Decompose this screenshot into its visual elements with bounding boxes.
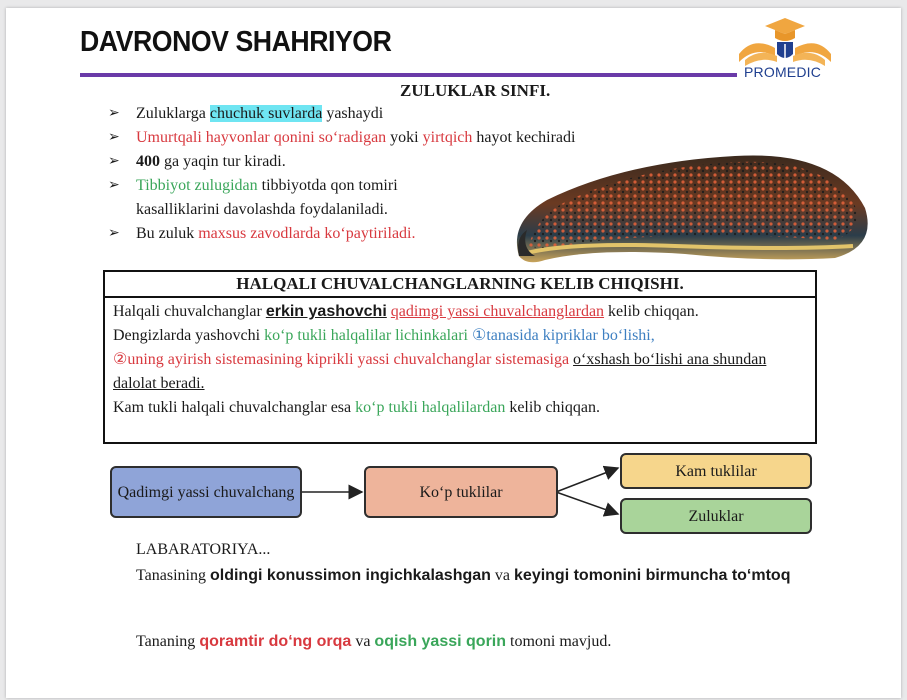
text-bold: keyingi tomonini birmuncha to‘mtoq	[514, 567, 791, 584]
fact-red: yirtqich	[422, 129, 473, 146]
text-bold-red: qoramtir do‘ng orqa	[199, 633, 352, 650]
text: Tananing	[136, 633, 200, 650]
fact-text: yashaydi	[322, 105, 384, 122]
fact-red: maxsus zavodlarda ko‘paytiriladi.	[198, 225, 416, 242]
node-kamtuklilar: Kam tuklilar	[620, 453, 812, 489]
fact-text: Bu zuluk	[136, 225, 199, 242]
text-green: ko‘p tukli halqalilardan	[355, 399, 506, 416]
fact-text: tibbiyotda qon tomiri	[257, 177, 398, 194]
arrow-bullet-icon: ➢	[108, 226, 120, 241]
text-bold-green: oqish yassi qorin	[374, 633, 507, 650]
text: kelib chiqqan.	[604, 303, 699, 320]
fact-text: kasalliklarini davolashda foydalaniladi.	[136, 201, 388, 218]
fact-text: yoki	[386, 129, 423, 146]
node-qadimgi: Qadimgi yassi chuvalchang	[110, 466, 302, 518]
leech-illustration	[505, 138, 877, 270]
lab-paragraph-2	[136, 633, 611, 651]
text: Halqali chuvalchanglar	[113, 303, 266, 320]
lab-heading: LABARATORIYA...	[136, 541, 271, 558]
arrow-bullet-icon: ➢	[108, 106, 120, 121]
fact-bold: 400	[136, 153, 160, 170]
paragraph	[113, 396, 807, 420]
lab-paragraph-1	[136, 564, 816, 588]
author-name: DAVRONOV SHAHRIYOR	[80, 26, 392, 58]
text: va	[490, 567, 515, 584]
node-koptuklilar: Ko‘p tuklilar	[364, 466, 558, 518]
text-bold-underline: erkin yashovchi	[265, 303, 387, 320]
text-green: ko‘p tukli halqalilar lichinkalari	[264, 327, 468, 344]
fact-text: hayot kechiradi	[472, 129, 576, 146]
text: tomoni mavjud.	[506, 633, 612, 650]
paragraph	[113, 300, 807, 324]
text-red-underline: qadimgi yassi chuvalchanglardan	[390, 303, 605, 320]
origin-box-title: HALQALI CHUVALCHANGLARNING KELIB CHIQISHI.	[105, 272, 815, 298]
paragraph	[113, 324, 807, 396]
arrow-bullet-icon: ➢	[108, 130, 120, 145]
text: Tanasining	[136, 567, 210, 584]
header-rule	[80, 73, 737, 77]
origin-box-body	[105, 298, 815, 422]
text: Dengizlarda yashovchi	[113, 327, 265, 344]
node-zuluklar: Zuluklar	[620, 498, 812, 534]
logo-text: PROMEDIC	[744, 64, 822, 80]
list-item	[108, 102, 575, 126]
text-underline: o‘xshash bo‘lishi ana shundan dalolat beradi.	[113, 351, 767, 392]
text-blue: ①tanasida kipriklar bo‘lishi,	[472, 327, 655, 344]
fact-text: Zuluklarga	[136, 105, 210, 122]
fact-highlight: chuchuk suvlarda	[209, 105, 323, 122]
fact-red: Umurtqali hayvonlar qonini so‘radigan	[136, 129, 387, 146]
origin-box	[103, 270, 817, 444]
fact-text: ga yaqin tur kiradi.	[160, 153, 286, 170]
text: va	[351, 633, 375, 650]
text-red: ②uning ayirish sistemasining kiprikli yassi chuvalchanglar sistemasiga	[113, 351, 570, 368]
text-bold: oldingi konussimon ingichkalashgan	[209, 567, 491, 584]
text: kelib chiqqan.	[505, 399, 600, 416]
fact-green: Tibbiyot zulugidan	[136, 177, 258, 194]
section-title: ZULUKLAR SINFI.	[400, 81, 551, 100]
arrow-bullet-icon: ➢	[108, 178, 120, 193]
arrow-bullet-icon: ➢	[108, 154, 120, 169]
text: Kam tukli halqali chuvalchanglar esa	[113, 399, 356, 416]
